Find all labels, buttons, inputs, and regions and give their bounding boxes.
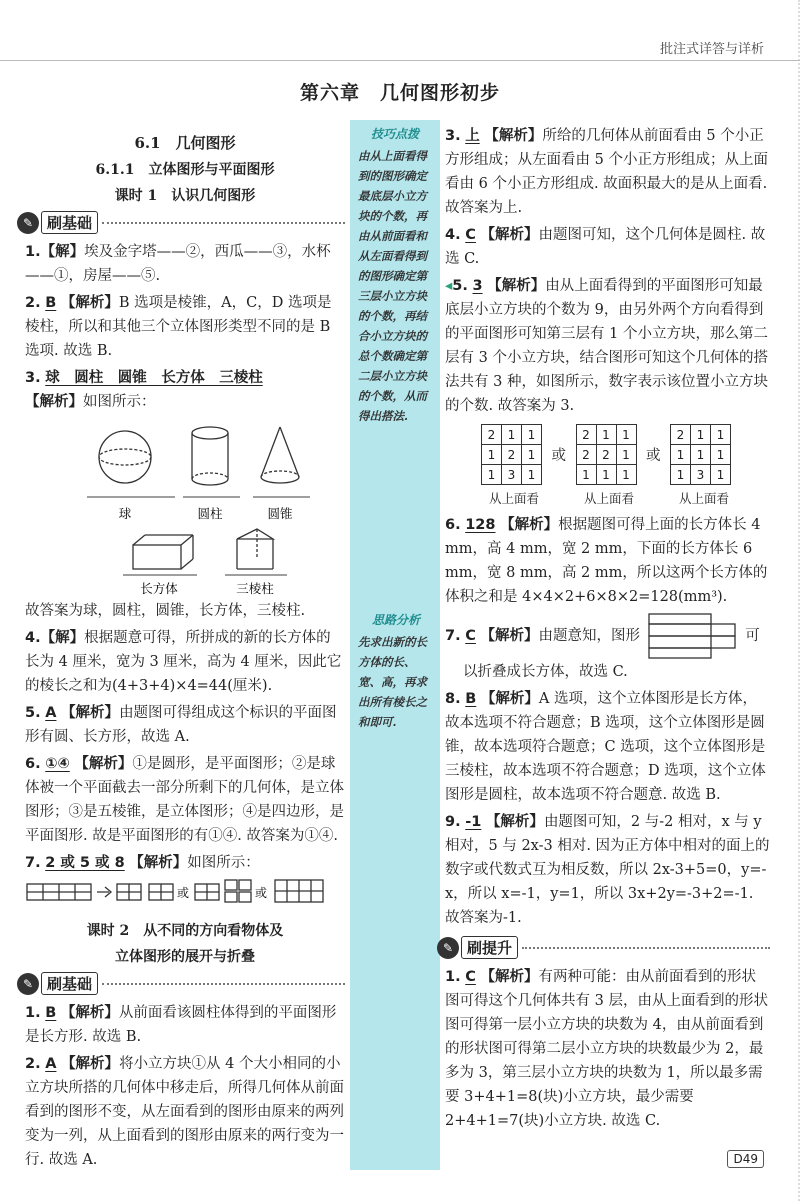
grid-row: [576, 445, 636, 465]
page-edge-dots: [788, 0, 800, 1201]
answer-r5: [445, 274, 770, 418]
grid-cell: 2: [576, 425, 596, 445]
answer-r7: [445, 612, 770, 684]
or-label: 或: [646, 448, 661, 464]
q-num: 2.: [25, 295, 41, 311]
q-text: 有两种可能：由从前面看到的形状图可得这个几何体共有 3 层，由从上面看到的形状图可得第一层小立方块的块数为 4，由从前面看到的形状图可得第二层小立方块的块数最少为 2，最多为 3，第三层小立方块的块数为 1，所以最多需要 3+4+1=8(块)小立方块，最少需要 2+4+1=7(块)小立方块. 故选 C.: [445, 969, 768, 1129]
badge-basic: [17, 211, 345, 234]
q-num: 2.: [25, 1056, 41, 1072]
q-num: 7.: [25, 855, 41, 871]
q-ans: 2 或 5 或 8: [45, 855, 125, 871]
cylinder-shape: [183, 427, 240, 497]
q-text: 所给的几何体从前面看由 5 个小正方形组成；从左面看由 5 个小正方形组成；从上面看由 6 个小正方形组成. 故面积最大的是从上面看. 故答案为上.: [445, 128, 768, 216]
q-tag: 【解析】: [484, 127, 543, 144]
tip-text: 由从上面看得到的图形确定最底层小立方块的个数，再由从前面看和从左面看得到的图形确定第三层小立方块的个数，再结合小立方块的总个数确定第二层小立方块的个数，从而得出搭法.: [358, 149, 427, 423]
answer-7: [25, 851, 345, 875]
q-tag: 【解析】: [500, 516, 559, 533]
q-ans: C: [465, 969, 476, 985]
grid-row: [671, 445, 731, 465]
q-tag: 【解】: [40, 243, 85, 260]
q-text: 以折叠成长方体，故选 C.: [463, 664, 628, 680]
q-num: 4.: [445, 227, 461, 243]
grid-cell: 1: [711, 445, 731, 465]
idea-title: 思路分析: [371, 613, 420, 627]
grid-row: [482, 425, 542, 445]
q-text: ①是圆形，是平面图形；②是球体被一个平面截去一部分所剩下的几何体，是立体图形；③是五棱锥，是立体图形；④是四边形，是平面图形. 故是平面图形的有①④. 故答案为①④.: [25, 756, 344, 844]
cone-label: 圆锥: [267, 506, 293, 521]
q-tag: 【解析】: [480, 627, 539, 644]
grid-cell: 1: [691, 425, 711, 445]
q-ans: ①④: [45, 756, 70, 772]
grid-cell: 1: [522, 445, 542, 465]
q-tag: 【解析】: [61, 704, 120, 721]
page-number: D49: [727, 1150, 764, 1168]
sphere-label: 球: [118, 506, 132, 521]
left-column: [22, 128, 345, 1175]
tip-title: 技巧点拨: [370, 127, 419, 141]
advanced-answer-1: [445, 965, 770, 1133]
q-tag: 【解析】: [485, 813, 544, 830]
q-tag: 【解析】: [25, 393, 83, 410]
q-tag: 【解析】: [74, 755, 133, 772]
q-tag: 【解析】: [61, 1055, 120, 1072]
or-label: 或: [551, 448, 566, 464]
cylinder-label: 圆柱: [197, 506, 223, 521]
q-text: 如图所示：: [187, 855, 260, 871]
grid-2: [576, 424, 637, 485]
grid-cell: 1: [482, 445, 502, 465]
grid-cell: 1: [616, 425, 636, 445]
answer-4: [25, 626, 345, 698]
q-text: 从前面看该圆柱体得到的平面图形是长方形. 故选 B.: [25, 1005, 337, 1045]
grid-cell: 2: [482, 425, 502, 445]
q-ans: 3: [472, 278, 483, 294]
grid-cell: 1: [502, 425, 522, 445]
q-ans: A: [45, 705, 57, 721]
q-num: 1.: [445, 969, 461, 985]
grid-caption: 从上面看: [583, 491, 634, 506]
q-tag: 【解析】: [487, 277, 546, 294]
prism-shape: [225, 529, 287, 575]
lesson-1-title: 课时 1 认识几何图形: [114, 188, 256, 204]
q-text: B 选项是棱锥，A，C，D 选项是棱柱，所以和其他三个立体图形类型不同的是 B 选项. 故选 B.: [25, 295, 332, 359]
grid-cell: 1: [671, 465, 691, 485]
grid-caption: 从上面看: [678, 491, 729, 506]
q-text: 埃及金字塔——②，西瓜——③，水杯——①，房屋——⑤.: [25, 244, 331, 284]
answer-5: [25, 701, 345, 749]
lesson2-answer-1: [25, 1001, 345, 1049]
q-num: 1.: [25, 244, 41, 260]
q-ans: -1: [465, 814, 482, 830]
grid-cell: 2: [576, 445, 596, 465]
q-num: 7.: [445, 628, 461, 644]
idea-text: 先求出新的长方体的长、宽、高，再求出所有棱长之和即可.: [358, 635, 427, 729]
grid-cell: 1: [616, 445, 636, 465]
q-num: 9.: [445, 814, 461, 830]
solids-figure: [25, 417, 345, 595]
header-tag: 批注式详答与详析: [659, 42, 764, 57]
q-num: 3.: [25, 370, 41, 386]
grid-row: [671, 425, 731, 445]
grid-cell: 1: [711, 425, 731, 445]
lesson-2-title-a: 课时 2 从不同的方向看物体及: [86, 923, 284, 939]
q-num: 3.: [445, 128, 461, 144]
answer-3-conclusion: 故答案为球，圆柱，圆锥，长方体，三棱柱.: [25, 603, 306, 619]
pointer-arrow-icon: ◂: [445, 277, 453, 294]
q-tag: 【解析】: [60, 1004, 119, 1021]
cone-shape: [253, 427, 310, 497]
badge-dots: [522, 946, 770, 949]
q-num: 5.: [25, 705, 41, 721]
q-ans: B: [45, 1005, 57, 1021]
grid-row: [482, 465, 542, 485]
answer-6: [25, 752, 345, 848]
grid-cell: 2: [502, 445, 522, 465]
answer-2: [25, 291, 345, 363]
q-text: 由从上面看得到的平面图形可知最底层小立方块的个数为 9，由另外两个方向看得到的平面图形可知第三层有 1 个小立方块，那么第二层有 3 个小立方块，结合图形可知这个几何体的搭法共有 3 种，如图所示，数字表示该位置小立方块的个数. 故答案为 3.: [445, 278, 768, 414]
badge-label: 刷基础: [41, 972, 98, 995]
q-text: 由题图可得组成这个标识的平面图形有圆、长方形，故选 A.: [25, 705, 337, 745]
net-figure: [645, 612, 741, 660]
q-text: 如图所示：: [83, 394, 156, 410]
grid-cell: 3: [502, 465, 522, 485]
q-ans: B: [465, 691, 477, 707]
q-ans: 球 圆柱 圆锥 长方体 三棱柱: [45, 370, 263, 386]
answer-r4: [445, 223, 770, 271]
chapter-title: 第六章 几何图形初步: [299, 82, 500, 104]
badge-basic-2: [17, 972, 345, 995]
badge-dots: [102, 982, 345, 985]
q-ans: C: [465, 628, 476, 644]
grid-cell: 1: [671, 445, 691, 465]
grid-caption: 从上面看: [489, 491, 540, 506]
grid-cell: 2: [596, 445, 616, 465]
q-num: 8.: [445, 691, 461, 707]
sphere-shape: [87, 431, 175, 497]
grid-3: [670, 424, 731, 485]
q-ans: 128: [465, 517, 496, 533]
q-ans: C: [465, 227, 476, 243]
answer-r6: [445, 513, 770, 609]
answer-1: [25, 240, 345, 288]
q-text: 将小立方块①从 4 个大小相同的小立方块所搭的几何体中移走后，所得几何体从前面看到的图形不变，从左面看到的图形由原来的两列变为一列，从上面看到的图形由原来的两行变为一行. 故选 A.: [25, 1056, 344, 1168]
grid-cell: 1: [522, 465, 542, 485]
q-text: 根据题意可得，所拼成的新的长方体的长为 4 厘米，宽为 3 厘米，高为 4 厘米，因此它的棱长之和为(4+3+4)×4=44(厘米).: [25, 630, 342, 694]
q-num: 4.: [25, 630, 41, 646]
badge-dots: [102, 221, 345, 224]
cuboid-label: 长方体: [140, 581, 178, 595]
pen-icon: ✎: [437, 937, 459, 959]
q-num: 6.: [445, 517, 461, 533]
q-text: 可: [745, 628, 760, 644]
badge-label: 刷提升: [461, 936, 518, 959]
or-label: 或: [177, 886, 190, 900]
badge-advanced: [437, 936, 770, 959]
pen-icon: ✎: [17, 973, 39, 995]
grid-row: [576, 465, 636, 485]
q-text: 由题图可知，这个几何体是圆柱. 故选 C.: [445, 227, 766, 267]
grid-captions: [489, 489, 729, 507]
grid-cell: 1: [596, 465, 616, 485]
grid-row: [482, 445, 542, 465]
pen-icon: ✎: [17, 212, 39, 234]
header-rule: [0, 60, 800, 61]
prism-label: 三棱柱: [236, 581, 274, 595]
grid-cell: 1: [691, 445, 711, 465]
section-6-1: 6.1 几何图形: [134, 134, 236, 152]
q-ans: 上: [465, 128, 480, 144]
sidebar-notes: [350, 120, 440, 1170]
grid-cell: 1: [616, 465, 636, 485]
q-num: 5.: [452, 278, 468, 294]
nets-figure: [25, 878, 345, 908]
q-text: A 选项，这个立体图形是长方体，故本选项不符合题意；B 选项，这个立体图形是圆锥，故本选项符合题意；C 选项，这个立体图形是三棱柱，故本选项不符合题意；D 选项，这个立体图形是圆柱，故本选项不符合题意. 故选 B.: [445, 691, 766, 803]
q-text: 由题图可知，2 与-2 相对，x 与 y 相对，5 与 2x-3 相对. 因为正方体中相对的面上的数字或代数式互为相反数，所以 2x-3+5=0，y=-x，所以 x=-1，y=1，所以 3x+2y=-3+2=-1. 故答案为-1.: [445, 814, 770, 926]
grid-row: [671, 465, 731, 485]
q-tag: 【解析】: [480, 226, 539, 243]
q-tag: 【解析】: [129, 854, 188, 871]
grid-cell: 2: [671, 425, 691, 445]
grid-1: [481, 424, 542, 485]
grid-cell: 1: [711, 465, 731, 485]
q-ans: B: [45, 295, 57, 311]
lesson-2-title-b: 立体图形的展开与折叠: [115, 949, 255, 965]
lesson2-answer-2: [25, 1052, 345, 1172]
q-text: 根据题图可得上面的长方体长 4 mm，高 4 mm，宽 2 mm，下面的长方体长 6 mm，宽 8 mm，高 2 mm，所以这两个长方体的体积之和是 4×4×2+6×8×2=128(mm³).: [445, 517, 768, 605]
grid-row: [576, 425, 636, 445]
grid-cell: 1: [596, 425, 616, 445]
q-tag: 【解析】: [60, 294, 119, 311]
q-text: 由题意知，图形: [538, 628, 640, 644]
grid-cell: 1: [576, 465, 596, 485]
grid-cell: 1: [522, 425, 542, 445]
section-6-1-1: 6.1.1 立体图形与平面图形: [95, 162, 275, 178]
answer-r9: [445, 810, 770, 930]
q-tag: 【解析】: [480, 968, 539, 985]
q-num: 6.: [25, 756, 41, 772]
answer-r8: [445, 687, 770, 807]
cuboid-shape: [123, 535, 197, 575]
grid-cell: 3: [691, 465, 711, 485]
badge-label: 刷基础: [41, 211, 98, 234]
or-label: 或: [255, 886, 268, 900]
answer-3: [25, 366, 345, 414]
grids-row: [481, 424, 731, 485]
q-tag: 【解】: [40, 629, 85, 646]
q-num: 1.: [25, 1005, 41, 1021]
right-column: [442, 124, 770, 1136]
q-ans: A: [45, 1056, 57, 1072]
q-tag: 【解析】: [480, 690, 539, 707]
answer-r3: [445, 124, 770, 220]
grid-cell: 1: [482, 465, 502, 485]
